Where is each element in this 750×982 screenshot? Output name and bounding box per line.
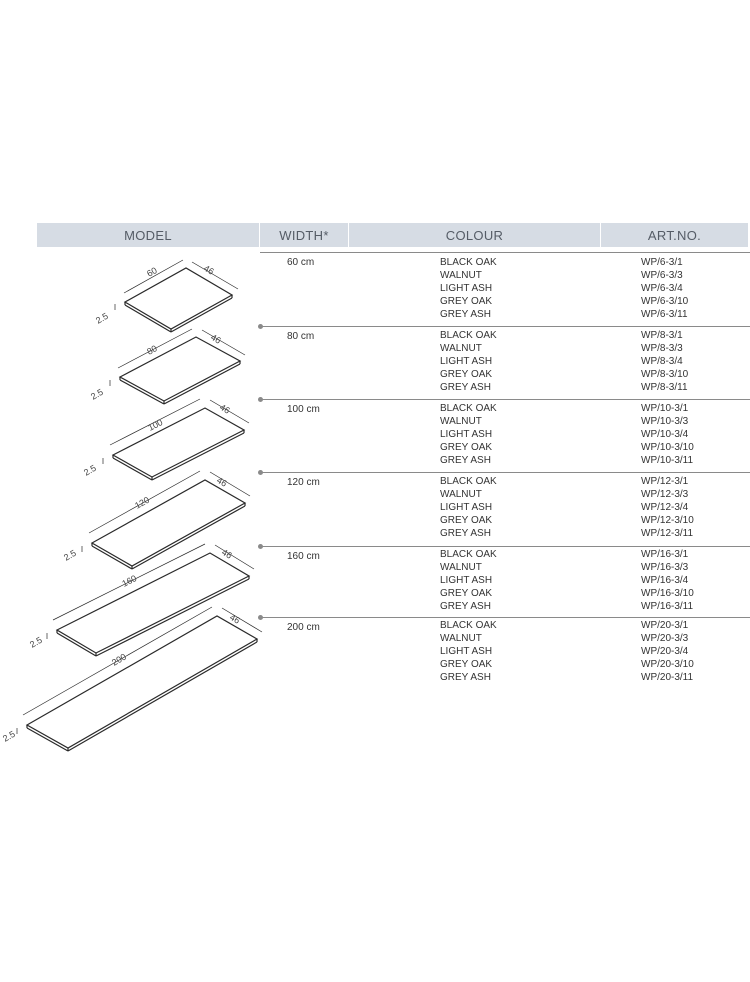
colour-item: BLACK OAK [440, 476, 497, 487]
shelf-width-label: 60 [145, 265, 159, 279]
colour-item: GREY ASH [440, 454, 491, 466]
row-art-nos [641, 403, 694, 468]
colour-item: LIGHT ASH [440, 428, 493, 440]
colour-item: GREY ASH [440, 308, 491, 320]
colour-item: GREY OAK [440, 441, 493, 453]
colour-item: BLACK OAK [440, 620, 497, 631]
row-separator [260, 617, 750, 618]
shelf-width-label: 200 [110, 651, 129, 668]
shelf-drawing-80 [110, 329, 245, 404]
colour-item: GREY OAK [440, 658, 493, 670]
header-art-no [601, 223, 748, 247]
shelf-drawing-60 [115, 260, 238, 332]
shelf-width-label: 100 [146, 417, 165, 433]
row-separator [260, 546, 750, 547]
shelf-thickness-label: 2.5 [28, 634, 44, 650]
row-colours [440, 257, 497, 322]
art-no-item: WP/10-3/4 [641, 428, 689, 440]
shelf-width-label: 120 [133, 494, 152, 511]
colour-item: WALNUT [440, 488, 482, 500]
colour-item: LIGHT ASH [440, 501, 493, 513]
row-width: 200 cm [287, 622, 320, 633]
art-no-item: WP/20-3/11 [641, 671, 694, 683]
art-no-item: WP/20-3/10 [641, 658, 694, 670]
shelf-thickness-label: 2.5 [94, 310, 110, 326]
art-no-item: WP/16-3/1 [641, 549, 689, 560]
colour-item: GREY ASH [440, 527, 491, 539]
art-no-item: WP/12-3/10 [641, 514, 694, 526]
row-width: 80 cm [287, 331, 315, 342]
art-no-item: WP/20-3/4 [641, 645, 689, 657]
colour-item: BLACK OAK [440, 549, 497, 560]
art-no-item: WP/12-3/11 [641, 527, 694, 539]
row-art-nos [641, 620, 694, 685]
colour-item: WALNUT [440, 561, 482, 573]
row-separator [260, 399, 750, 400]
art-no-item: WP/6-3/11 [641, 308, 688, 320]
art-no-item: WP/20-3/1 [641, 620, 689, 631]
colour-item: GREY OAK [440, 587, 493, 599]
colour-item: GREY ASH [440, 600, 491, 612]
row-colours [440, 620, 497, 685]
art-no-item: WP/6-3/4 [641, 282, 683, 294]
art-no-item: WP/10-3/1 [641, 403, 689, 414]
art-no-item: WP/20-3/3 [641, 632, 689, 644]
colour-item: LIGHT ASH [440, 355, 493, 367]
row-separator [260, 252, 750, 253]
row-width: 100 cm [287, 404, 320, 415]
row-art-nos [641, 257, 688, 322]
shelf-depth-label: 46 [209, 332, 223, 346]
colour-item: LIGHT ASH [440, 574, 493, 586]
art-no-item: WP/10-3/3 [641, 415, 689, 427]
shelf-depth-label: 46 [218, 402, 232, 416]
art-no-item: WP/16-3/10 [641, 587, 694, 599]
shelf-drawings [0, 250, 260, 760]
header-colour-label: COLOUR [445, 228, 504, 243]
colour-item: WALNUT [440, 269, 482, 281]
row-colours [440, 476, 497, 541]
art-no-item: WP/8-3/3 [641, 342, 683, 354]
shelf-thickness-label: 2.5 [1, 728, 17, 744]
header-art-no-label: ART.NO. [647, 228, 702, 243]
art-no-item: WP/6-3/3 [641, 269, 683, 281]
shelf-thickness-label: 2.5 [62, 547, 78, 563]
colour-item: LIGHT ASH [440, 645, 493, 657]
colour-item: WALNUT [440, 632, 482, 644]
header-width [260, 223, 348, 247]
shelf-thickness-label: 2.5 [89, 386, 105, 402]
colour-item: LIGHT ASH [440, 282, 493, 294]
colour-item: BLACK OAK [440, 403, 497, 414]
art-no-item: WP/8-3/10 [641, 368, 689, 380]
shelf-width-label: 160 [120, 573, 139, 589]
row-separator [260, 326, 750, 327]
row-colours [440, 549, 497, 614]
row-art-nos [641, 549, 694, 614]
colour-item: WALNUT [440, 342, 482, 354]
row-art-nos [641, 330, 688, 395]
row-width: 60 cm [287, 257, 315, 268]
header-colour [349, 223, 600, 247]
art-no-item: WP/12-3/4 [641, 501, 689, 513]
art-no-item: WP/8-3/1 [641, 330, 683, 341]
art-no-item: WP/12-3/3 [641, 488, 689, 500]
art-no-item: WP/6-3/1 [641, 257, 683, 268]
art-no-item: WP/16-3/3 [641, 561, 689, 573]
art-no-item: WP/8-3/4 [641, 355, 683, 367]
shelf-depth-label: 46 [215, 475, 229, 489]
row-separator [260, 472, 750, 473]
row-colours [440, 403, 497, 468]
row-colours [440, 330, 497, 395]
colour-item: GREY ASH [440, 671, 491, 683]
art-no-item: WP/12-3/1 [641, 476, 689, 487]
row-width: 120 cm [287, 477, 320, 488]
shelf-depth-label: 46 [228, 612, 242, 626]
header-model [37, 223, 259, 247]
art-no-item: WP/16-3/11 [641, 600, 694, 612]
colour-item: WALNUT [440, 415, 482, 427]
shelf-thickness-label: 2.5 [82, 462, 98, 478]
colour-item: GREY ASH [440, 381, 491, 393]
header-width-label: WIDTH* [279, 228, 329, 243]
art-no-item: WP/10-3/11 [641, 454, 694, 466]
row-art-nos [641, 476, 694, 541]
shelf-width-label: 80 [145, 343, 159, 357]
art-no-item: WP/8-3/11 [641, 381, 688, 393]
colour-item: GREY OAK [440, 295, 493, 307]
art-no-item: WP/6-3/10 [641, 295, 689, 307]
colour-item: BLACK OAK [440, 257, 497, 268]
row-width: 160 cm [287, 551, 320, 562]
colour-item: BLACK OAK [440, 330, 497, 341]
art-no-item: WP/10-3/10 [641, 441, 694, 453]
colour-item: GREY OAK [440, 368, 493, 380]
colour-item: GREY OAK [440, 514, 493, 526]
header-model-label: MODEL [124, 228, 172, 243]
art-no-item: WP/16-3/4 [641, 574, 689, 586]
shelf-depth-label: 46 [202, 263, 216, 277]
shelf-depth-label: 46 [220, 547, 234, 561]
